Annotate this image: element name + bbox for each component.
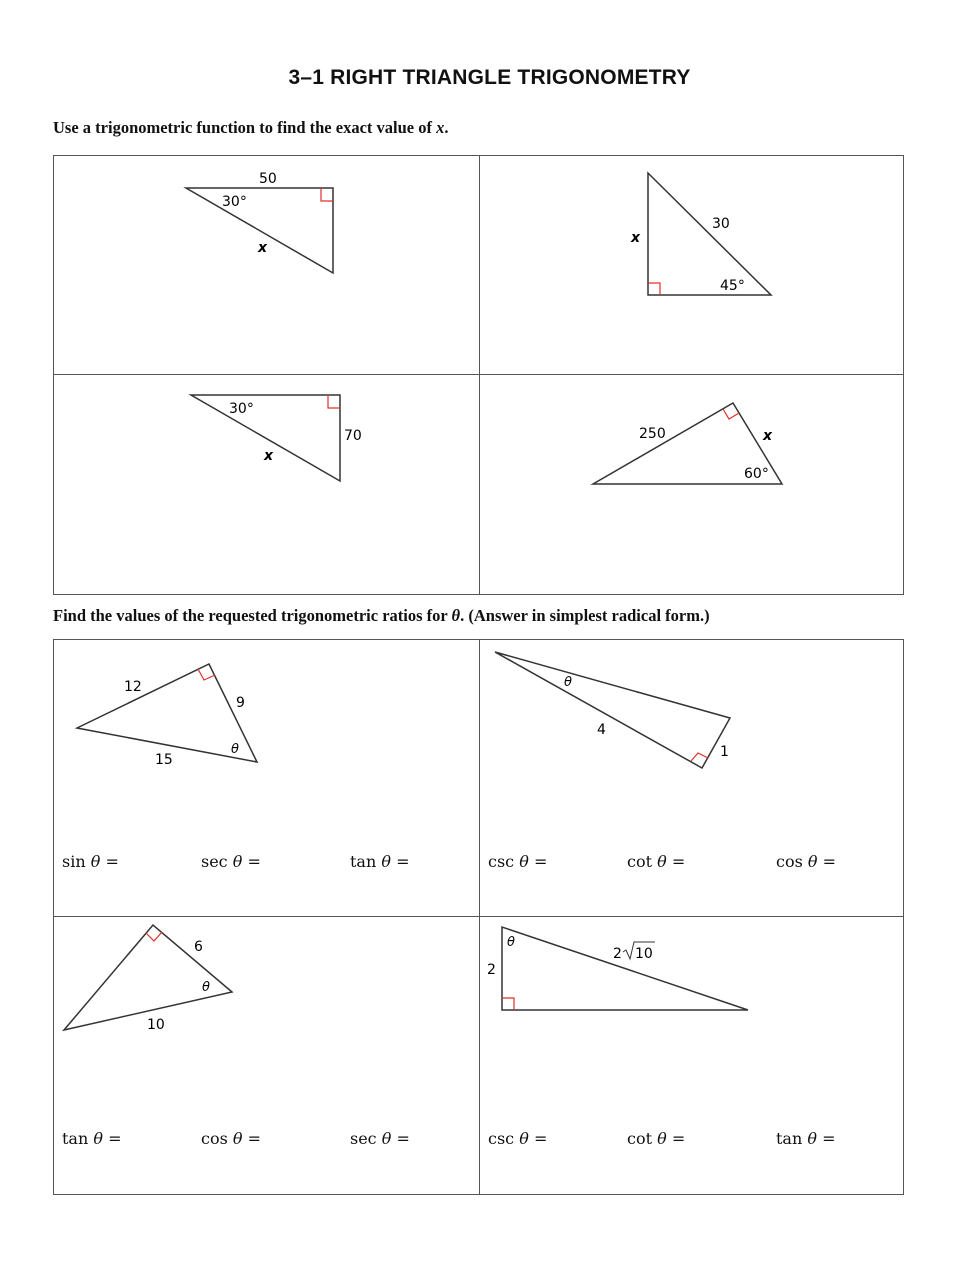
label-side-15: 15: [155, 752, 173, 768]
label-angle-45: 45°: [720, 278, 745, 294]
instruction-find-x: [53, 118, 448, 138]
label-x: x: [264, 448, 274, 464]
problem-2: [479, 156, 903, 375]
label-side-250: 250: [639, 426, 666, 442]
problem-5: [54, 640, 479, 917]
label-angle-60: 60°: [744, 466, 769, 482]
instruction-theta: θ: [451, 606, 461, 625]
label-side-50: 50: [259, 171, 277, 187]
ratio-tan: tan θ =: [62, 1129, 122, 1148]
label-x: x: [631, 230, 641, 246]
label-side-12: 12: [124, 679, 142, 695]
instruction-end: . (Answer in simplest radical form.): [460, 606, 710, 625]
triangle-7: [54, 917, 479, 1194]
label-side-2: 2: [487, 962, 496, 978]
label-theta: θ: [564, 675, 572, 690]
ratio-cot: cot θ =: [627, 1129, 686, 1148]
instruction-var: x: [436, 118, 445, 137]
problem-7: [54, 917, 479, 1194]
triangle-8: [480, 917, 904, 1194]
problem-4: [479, 375, 903, 594]
label-theta: θ: [507, 935, 515, 950]
label-hyp-2-sqrt-10: [613, 942, 655, 962]
find-x-grid: [53, 155, 904, 595]
problem-8: [479, 917, 903, 1194]
label-side-6: 6: [194, 939, 203, 955]
ratio-cos: cos θ =: [776, 852, 837, 871]
triangle-3: [54, 375, 479, 594]
problem-6: [479, 640, 903, 917]
triangle-1: [54, 156, 479, 375]
ratio-tan: tan θ =: [776, 1129, 836, 1148]
label-side-9: 9: [236, 695, 245, 711]
instruction-end: .: [444, 118, 449, 137]
label-theta: θ: [231, 742, 239, 757]
label-hyp-radicand: 10: [635, 946, 653, 962]
label-side-4: 4: [597, 722, 606, 738]
label-side-70: 70: [344, 428, 362, 444]
instruction-find-ratios: [53, 606, 710, 626]
page-title: 3–1 RIGHT TRIANGLE TRIGONOMETRY: [288, 66, 691, 89]
triangle-5: [54, 640, 479, 917]
label-theta: θ: [202, 980, 210, 995]
instruction-text: Find the values of the requested trigonometric ratios for: [53, 606, 452, 625]
ratio-tan: tan θ =: [350, 852, 410, 871]
ratios-grid: [53, 639, 904, 1195]
triangle-6: [480, 640, 904, 917]
ratio-cot: cot θ =: [627, 852, 686, 871]
ratio-cos: cos θ =: [201, 1129, 262, 1148]
ratio-sec: sec θ =: [350, 1129, 410, 1148]
ratio-csc: csc θ =: [488, 852, 548, 871]
triangle-4: [480, 375, 904, 594]
label-x: x: [258, 240, 268, 256]
label-angle-30: 30°: [222, 194, 247, 210]
problem-3: [54, 375, 479, 594]
triangle-2: [480, 156, 904, 375]
ratio-sin: sin θ =: [62, 852, 119, 871]
label-angle-30: 30°: [229, 401, 254, 417]
label-hyp-coef: 2: [613, 946, 622, 962]
ratio-csc: csc θ =: [488, 1129, 548, 1148]
label-side-30: 30: [712, 216, 730, 232]
label-side-1: 1: [720, 744, 729, 760]
instruction-text: Use a trigonometric function to find the exact value of: [53, 118, 437, 137]
label-side-10: 10: [147, 1017, 165, 1033]
label-x: x: [763, 428, 773, 444]
ratio-sec: sec θ =: [201, 852, 261, 871]
problem-1: [54, 156, 479, 375]
